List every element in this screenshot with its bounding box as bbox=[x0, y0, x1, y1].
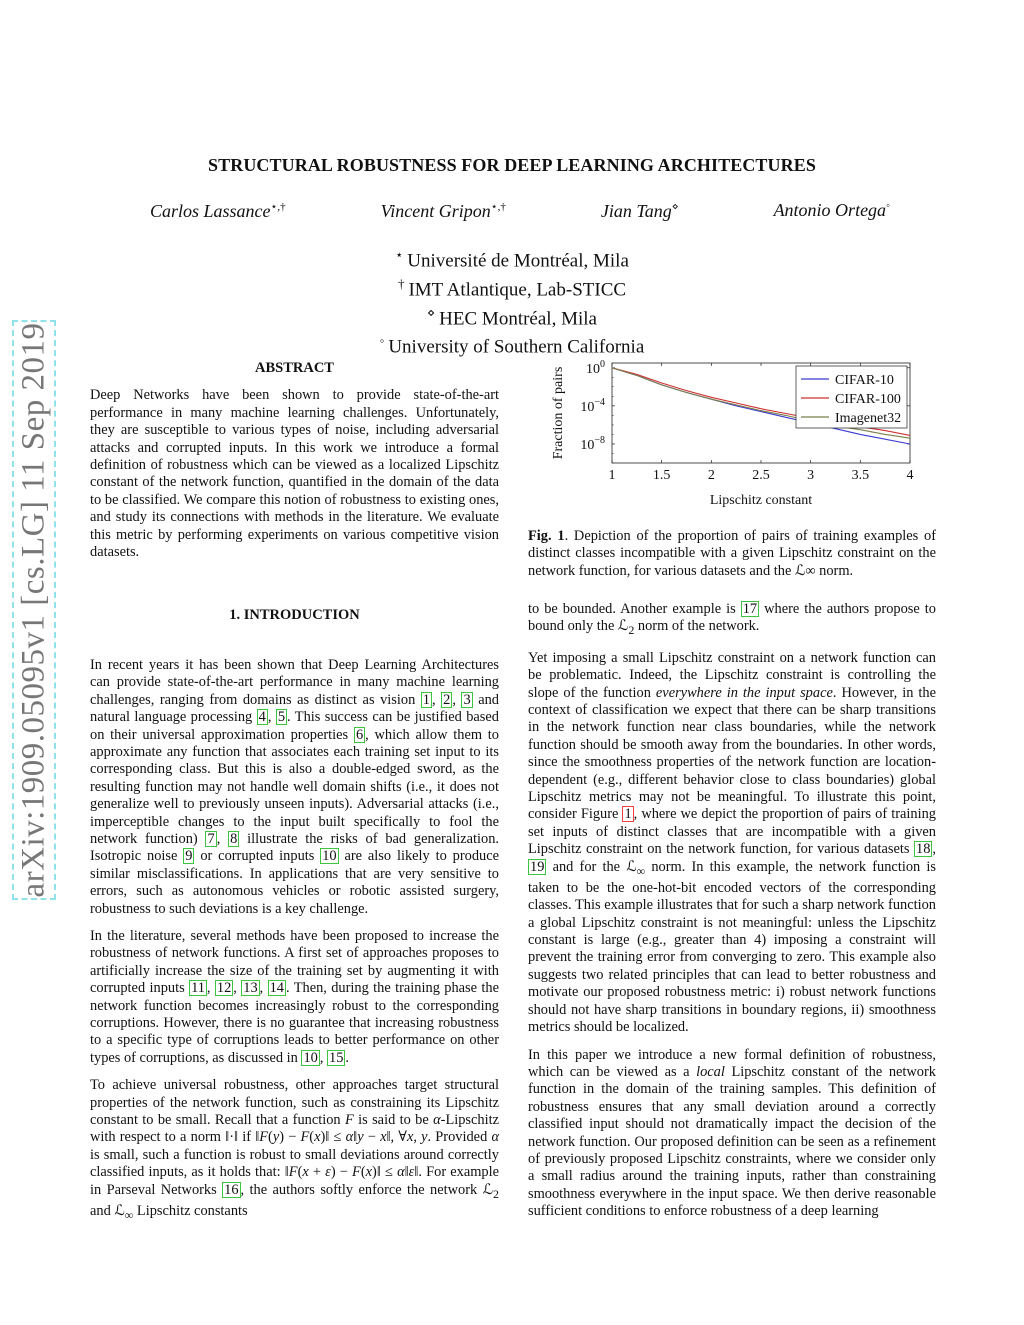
legend-entry: Imagenet32 bbox=[835, 411, 902, 426]
figure-1-caption bbox=[528, 528, 936, 590]
x-axis-label: Lipschitz constant bbox=[709, 493, 813, 508]
x-tick-label: 3.5 bbox=[851, 468, 870, 483]
right-column bbox=[528, 601, 936, 1231]
y-tick-label: $10^{-4}$ bbox=[580, 396, 605, 415]
y-tick-label: $10^0$ bbox=[586, 358, 605, 377]
affiliation-4: ◦ University of Southern California bbox=[379, 333, 645, 358]
legend-entry: CIFAR-100 bbox=[835, 392, 901, 407]
author-2: Vincent Gripon⋆,† bbox=[380, 201, 506, 221]
left-column bbox=[90, 360, 499, 1234]
right-paragraph-3: In this paper we introduce a new formal definition of robustness, which can be viewed as a local Lipschitz constant of the network function in the domain of the training samples. This definition of robustness ensures that any small deviation around a correctly classified input should not dramatically impact the decision of the network function. Our proposed definition can be seen as a refinement of previously proposed Lipschitz constraints, where we consider only a small radius around the training inputs, rather than constraining smoothness everywhere in the input space. We then derive reasonable sufficient conditions to enforce robustness of a deep learning bbox=[528, 1046, 936, 1220]
affiliation-1: ⋆ Université de Montréal, Mila bbox=[395, 247, 629, 272]
intro-paragraph-2: In the literature, several methods have been proposed to increase the robustness of network functions. A first set of approaches proposes to artificially increase the size of the training set by augmenting it with corrupted inputs 11 , 12 , 13 , 14 . Then, during the training phase the network function becomes increasingly robust to the corresponding corruptions. However, there is no guarantee that increasing robustness to a specific type of corruptions leads to better performance on other types of corruptions, as discussed in 10 , 15 . bbox=[90, 927, 499, 1066]
x-tick-label: 2 bbox=[707, 468, 715, 483]
right-paragraph-1: to be bounded. Another example is 17 where the authors propose to bound only the ℒ$_2$ norm of the network. bbox=[528, 601, 936, 638]
author-list bbox=[150, 200, 890, 222]
intro-paragraph-3: To achieve universal robustness, other approaches target structural properties of the network function, such as constraining its Lipschitz constant to be small. Recall that a function F is said to be α-Lipschitz with respect to a norm ‖·‖ if ‖F(y) − F(x)‖ ≤ α‖y − x‖, ∀x, y. Provided α is small, such a function is robust to small deviations around correctly classified inputs, as it holds that: ‖F(x + ε) − F(x)‖ ≤ α‖ε‖. For example in Parseval Networks 16 , the authors softly enforce the network ℒ$_2$ and ℒ$_\infty$ Lipschitz constants bbox=[90, 1077, 500, 1222]
affiliation-2: † IMT Atlantique, Lab-STICC bbox=[397, 275, 627, 301]
abstract-text: Deep Networks have been shown to provide state-of-the-art performance in many machine learning challenges. Unfortunately, they are susceptible to various types of noise, including adversarial attacks and corrupted inputs. In this work we introduce a formal definition of robustness which can be viewed as a localized Lipschitz constant of the network function, quantified in the domain of the data to be classified. We compare this notion of robustness to existing ones, and study its connections with methods in the literature. We evaluate this metric by performing experiments on various competitive vision datasets. bbox=[90, 387, 499, 561]
affiliation-3: ⋄ HEC Montréal, Mila bbox=[427, 304, 597, 329]
y-tick-label: $10^{-8}$ bbox=[580, 434, 605, 453]
x-tick-label: 1.5 bbox=[652, 468, 671, 483]
y-axis-label: Fraction of pairs bbox=[551, 366, 566, 460]
x-tick-label: 3 bbox=[807, 468, 815, 483]
fig-label: Fig. 1 bbox=[528, 528, 565, 544]
x-tick-label: 2.5 bbox=[752, 468, 770, 483]
arxiv-stamp[interactable] bbox=[12, 320, 56, 900]
intro-heading: 1. INTRODUCTION bbox=[229, 607, 360, 624]
affiliations bbox=[0, 244, 1024, 359]
right-paragraph-2: Yet imposing a small Lipschitz constraint on a network function can be problematic. Indeed, the Lipschitz constraint is controlling the slope of the function everywhere in the input space. However, in the context of classification we expect that there can be sharp transitions in the network function near class boundaries, while the network function should be smooth away from the boundaries. In other words, since the smoothness properties of the network function are location-dependent (e.g., different behavior close to class boundaries) global Lipschitz metrics may not be meaningful. To illustrate this point, consider Figure 1 , where we depict the proportion of pairs of training set inputs of distinct classes that are incompatible with a given Lipschitz constraint on the network function, for various datasets 18 , 19 and for the ℒ$_\infty$ norm. In this example, the network function is taken to be the one-hot-bit encoded vectors of the corresponding classes. This example illustrates that for such a sharp network function a global Lipschitz constraint is not meaningful: unless the Lipschitz constant is large (e.g., greater than 4) imposing a constraint will prevent the training error from converging to zero. This example also suggests two related principles that can lead to better robustness and motivate our proposed robustness metric: i) robust network functions should not have sharp transitions in boundary regions, ii) smoothness metrics should be localized. bbox=[528, 649, 936, 1036]
figure-1-chart bbox=[540, 356, 920, 508]
abstract-heading: ABSTRACT bbox=[255, 360, 334, 376]
fig-caption-text: . Depiction of the proportion of pairs of training examples of distinct classes incompatible with a given Lipschitz constraint on the network function, for various datasets and the ℒ∞ norm. bbox=[528, 528, 937, 579]
x-tick-label: 4 bbox=[906, 468, 914, 483]
legend-entry: CIFAR-10 bbox=[835, 373, 894, 388]
author-3: Jian Tang⋄ bbox=[600, 201, 679, 221]
intro-paragraph-1: In recent years it has been shown that Deep Learning Architectures can provide state-of-the-art performance in many machine learning challenges, ranging from domains as distinct as vision 1 , 2 , 3 and natural language processing 4 , 5 . This success can be justified based on their universal approximation properties 6 , which allow them to approximate any function that associates each training set input to its corresponding class. But this is also a double-edged sword, as the resulting function may not handle well domain shifts (i.e., it does not generalize well to previously unseen inputs). Adversarial attacks (i.e., imperceptible changes to the input built specifically to fool the network function) 7 , 8 illustrate the risks of bad generalization. Isotropic noise 9 or corrupted inputs 10 are also likely to produce similar misclassifications. In applications that are very sensitive to errors, such as autonomous vehicles or robotic assisted surgery, robustness to such deviations is a key challenge. bbox=[90, 656, 500, 917]
author-1: Carlos Lassance⋆,† bbox=[150, 201, 286, 221]
paper-title: STRUCTURAL ROBUSTNESS FOR DEEP LEARNING ARCHITECTURES bbox=[208, 155, 816, 175]
x-tick-label: 1 bbox=[608, 468, 616, 483]
arxiv-stamp-text: arXiv:1909.05095v1 [cs.LG] 11 Sep 2019 bbox=[15, 322, 52, 898]
author-4: Antonio Ortega◦ bbox=[773, 200, 890, 220]
